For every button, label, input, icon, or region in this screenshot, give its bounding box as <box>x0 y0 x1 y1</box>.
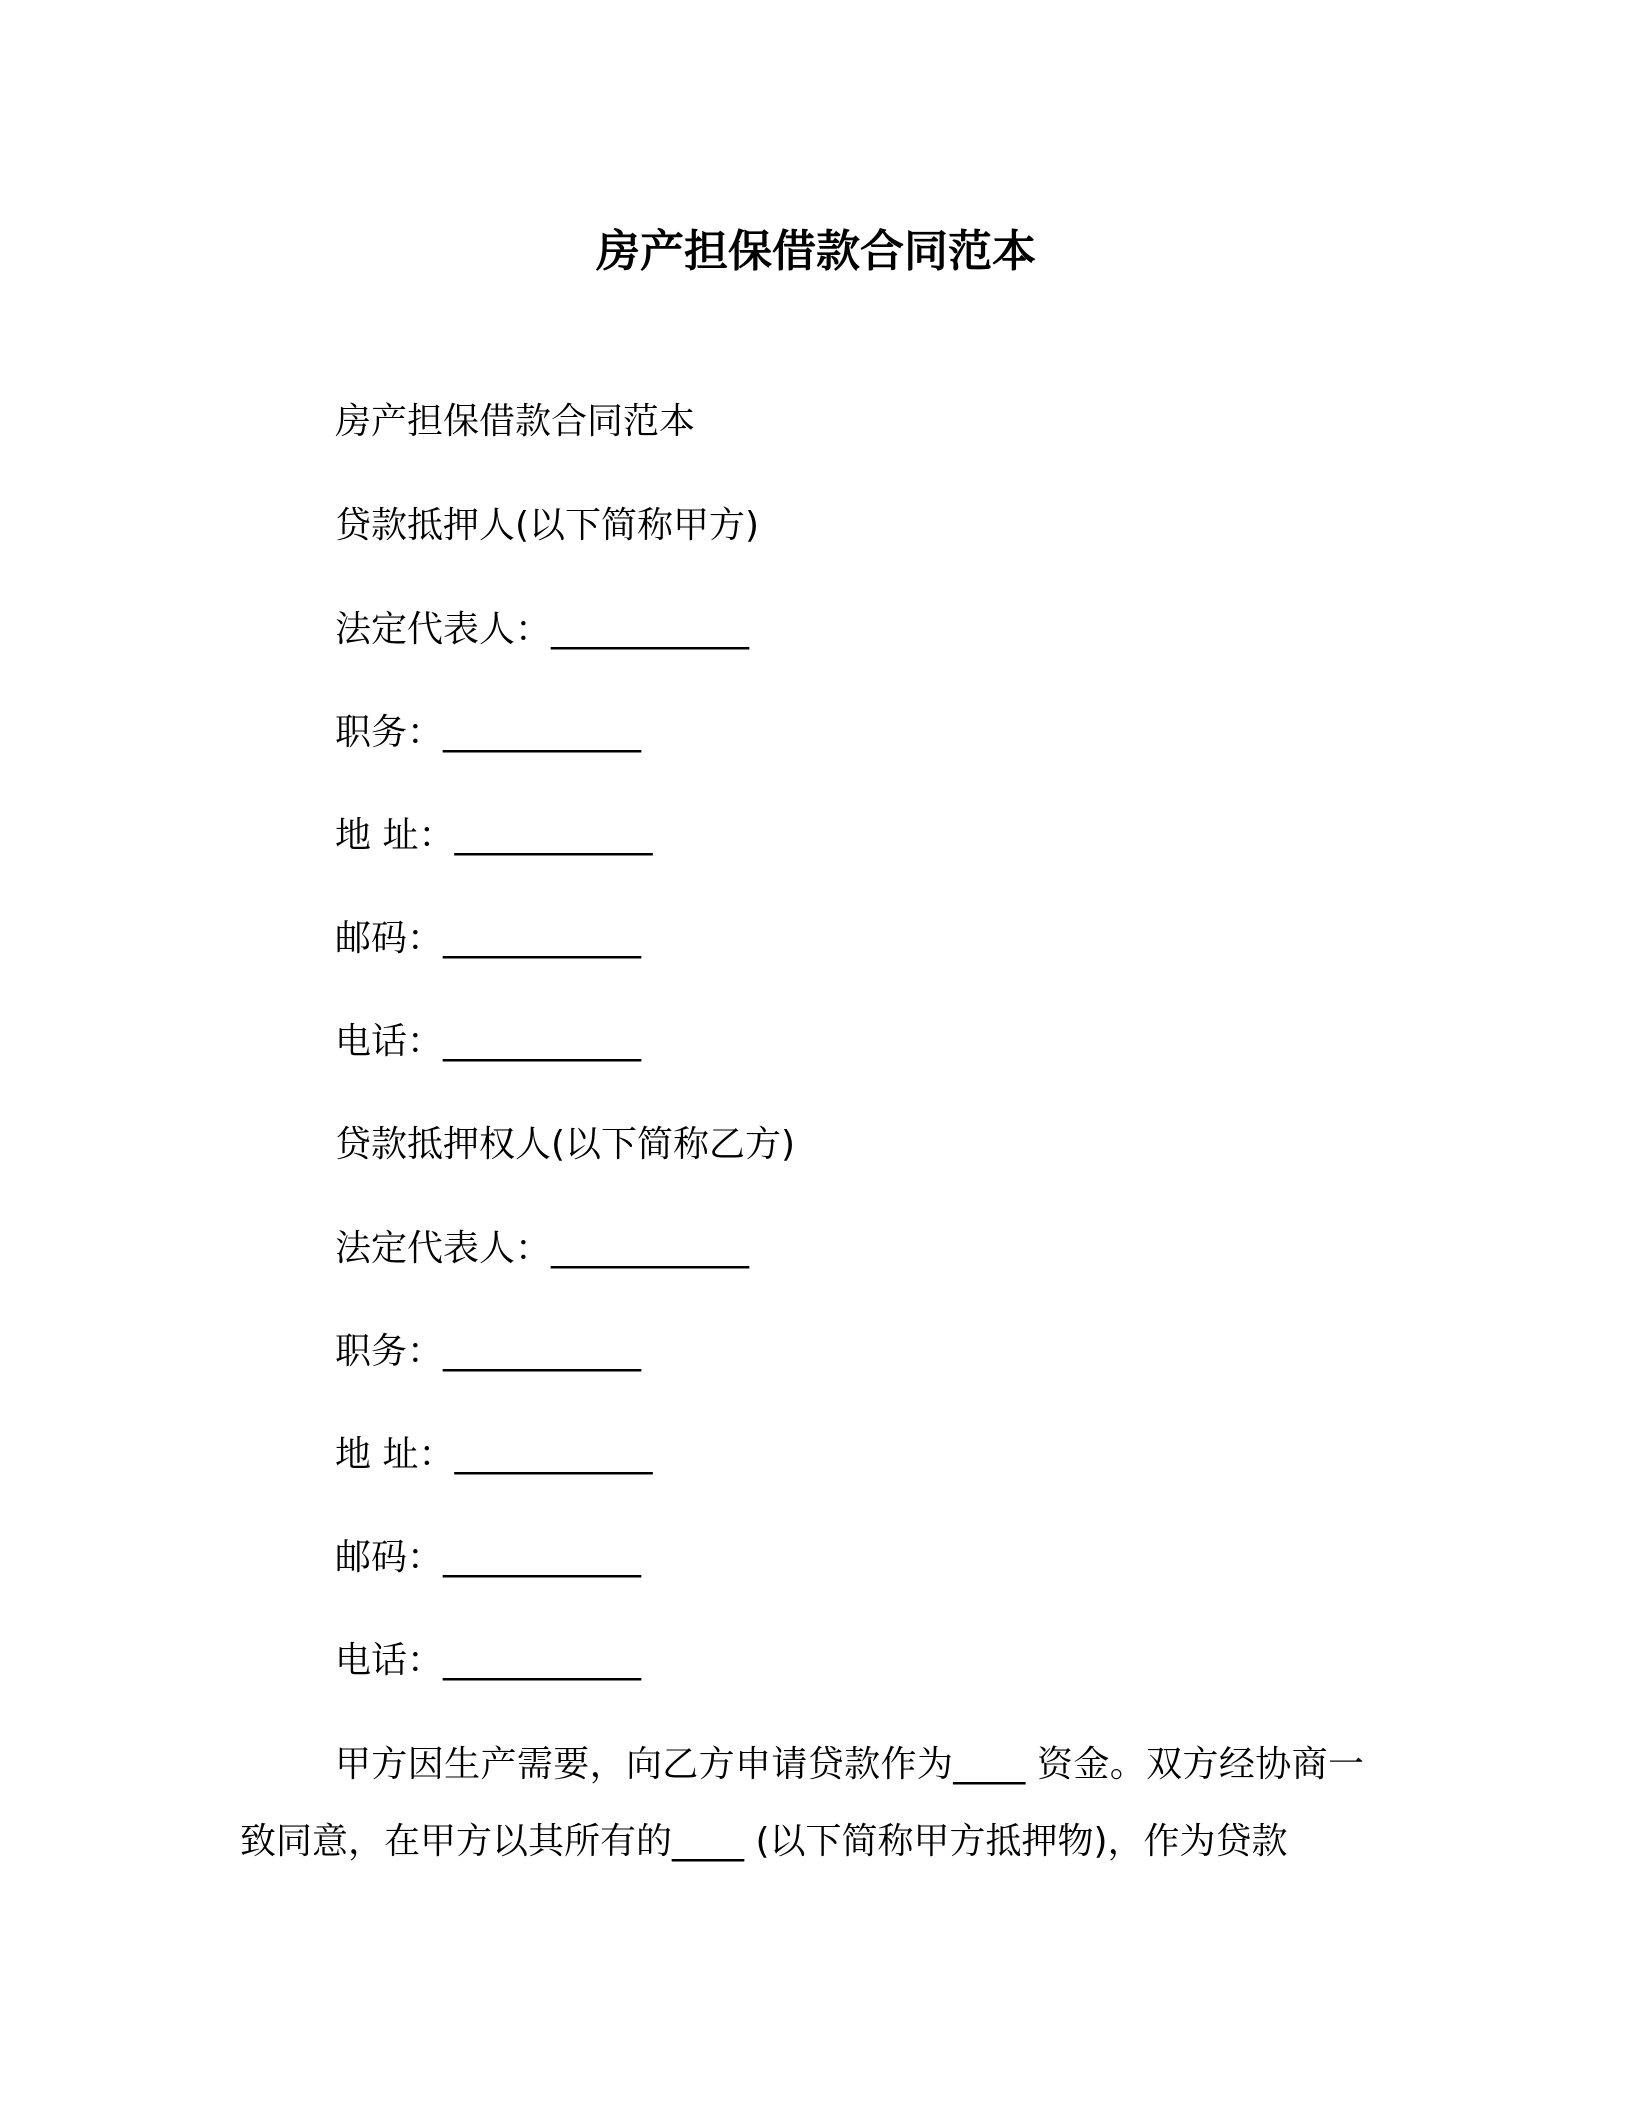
party-b-position-field: 职务：___________ <box>335 1331 642 1372</box>
party-a-postcode-field: 邮码：___________ <box>335 918 642 959</box>
party-a-position-field: 职务：___________ <box>335 712 642 753</box>
party-a-legal-rep-field: 法定代表人：___________ <box>335 609 750 650</box>
party-a-address-field: 地 址：___________ <box>335 815 653 856</box>
party-b-phone-field: 电话：___________ <box>335 1640 642 1681</box>
body-paragraph: 甲方因生产需要，向乙方申请贷款作为____ 资金。双方经协商一致同意，在甲方以其所有的____ (以下简称甲方抵押物)，作为贷款 <box>240 1744 1364 1862</box>
party-b-postcode-field: 邮码：___________ <box>335 1537 642 1578</box>
party-b-legal-rep-field: 法定代表人：___________ <box>335 1228 750 1269</box>
subtitle-line: 房产担保借款合同范本 <box>335 401 696 442</box>
document-title: 房产担保借款合同范本 <box>596 226 1036 277</box>
party-a-heading: 贷款抵押人(以下简称甲方) <box>335 505 760 546</box>
party-a-phone-field: 电话：___________ <box>335 1021 642 1062</box>
party-b-address-field: 地 址：___________ <box>335 1434 653 1475</box>
party-b-heading: 贷款抵押权人(以下简称乙方) <box>335 1124 796 1165</box>
